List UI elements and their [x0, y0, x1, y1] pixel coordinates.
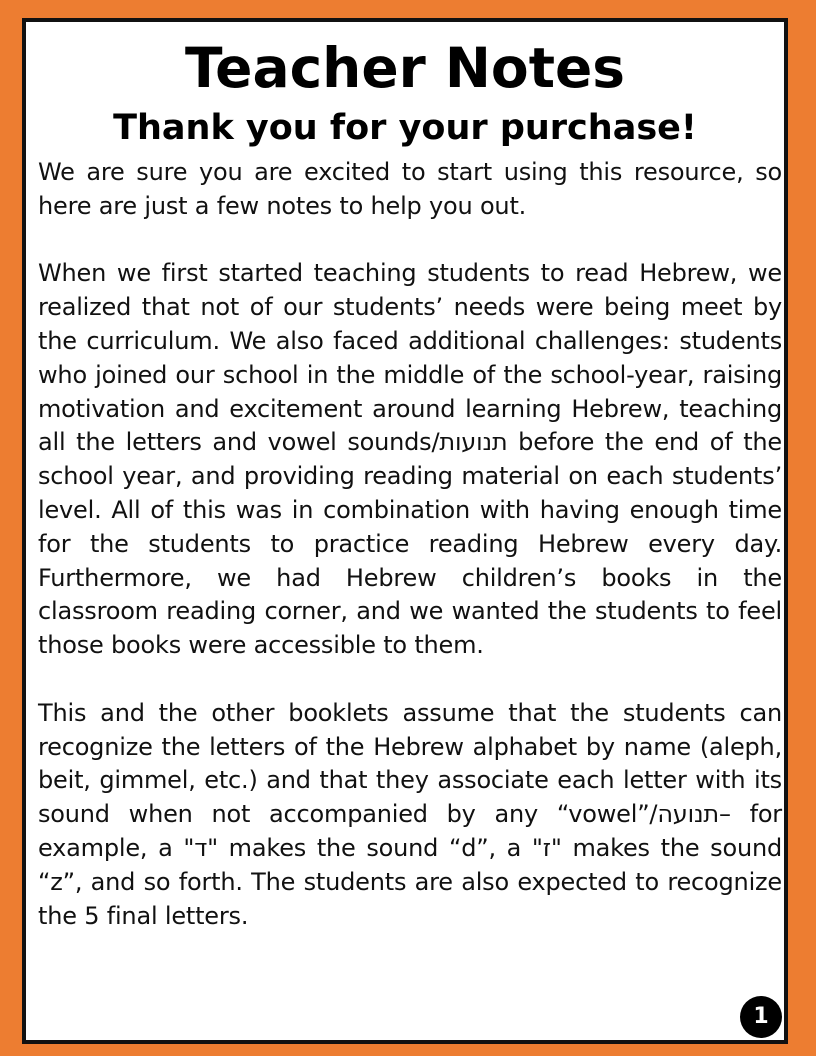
page-number-badge: 1	[740, 996, 782, 1038]
paragraph-intro: We are sure you are excited to start using this resource, so here are just a few notes to help you out.	[38, 158, 782, 220]
body-text	[38, 156, 782, 967]
page-title: Teacher Notes	[184, 36, 626, 100]
page-subtitle: Thank you for your purchase!	[113, 108, 697, 148]
document-page	[22, 18, 788, 1044]
paragraph-background: When we first started teaching students to read Hebrew, we realized that not of our students’ needs were being meet by the curriculum. We also faced additional challenges: students who joined our school in the middle of the school-year, raising motivation and excitement around learning Hebrew, teaching all the letters and vowel sounds/תנועות before the end of the school year, and providing reading material on each students’ level. All of this was in combination with having enough time for the students to practice reading Hebrew every day. Furthermore, we had Hebrew children’s books in the classroom reading corner, and we wanted the students to feel those books were accessible to them.	[38, 259, 782, 660]
paragraph-assumptions: This and the other booklets assume that the students can recognize the letters of the Hebrew alphabet by name (aleph, beit, gimmel, etc.) and that they associate each letter with its sound when not accompanied by any “vowel”/תנועה– for example, a "ד" makes the sound “d”, a "ז" makes the sound “z”, and so forth. The students are also expected to recognize the 5 final letters.	[38, 698, 783, 930]
